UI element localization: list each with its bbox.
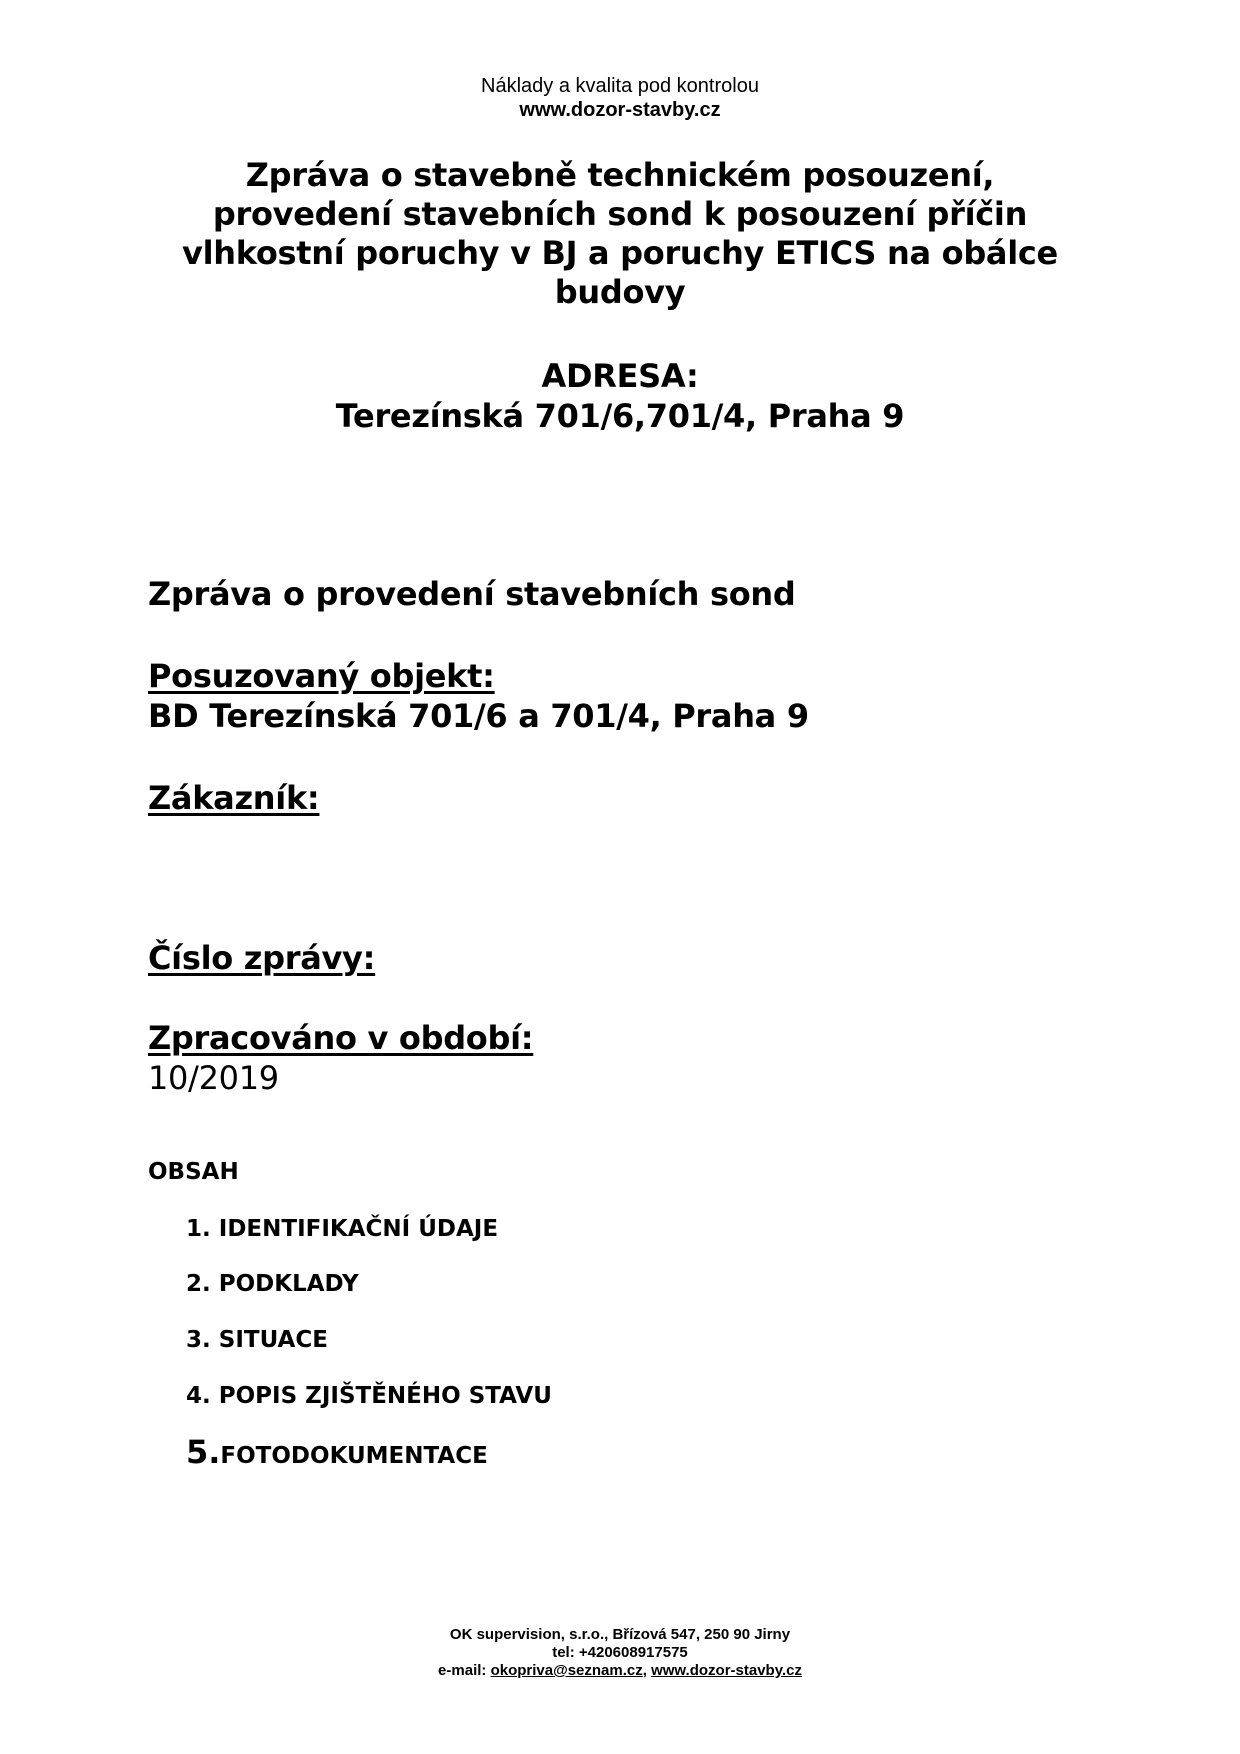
contents-item: [186, 1382, 552, 1410]
report-number-section: [148, 938, 375, 978]
contents-item: [186, 1326, 328, 1354]
footer-separator: ,: [642, 1662, 652, 1679]
report-number-label: Číslo zprávy:: [148, 939, 376, 977]
title-line: budovy: [554, 273, 686, 311]
address-block: [120, 356, 1120, 436]
contents-item: [186, 1215, 498, 1243]
contents-item: [186, 1433, 488, 1471]
contents-item-label: IDENTIFIKAČNÍ ÚDAJE: [218, 1216, 499, 1242]
contents-item-number: 2.: [186, 1271, 211, 1297]
footer-website-link[interactable]: www.dozor-stavby.cz: [651, 1662, 802, 1679]
footer-contact: [0, 1662, 1240, 1680]
footer-phone: tel: +420608917575: [552, 1644, 688, 1661]
footer-email-label: e-mail:: [438, 1662, 491, 1679]
period-label: Zpracováno v období:: [148, 1019, 534, 1057]
customer-label: Zákazník:: [148, 779, 320, 817]
contents-item-number: 5.: [186, 1433, 221, 1471]
title-line: provedení stavebních sond k posouzení příčin: [212, 195, 1028, 233]
contents-item-label: POPIS ZJIŠTĚNÉHO STAVU: [218, 1383, 552, 1409]
contents-item-label: FOTODOKUMENTACE: [220, 1443, 488, 1469]
address-label: ADRESA:: [541, 357, 699, 395]
header-tagline: Náklady a kvalita pod kontrolou: [481, 75, 759, 97]
footer-email-link[interactable]: okopriva@seznam.cz: [490, 1662, 643, 1679]
contents-item-number: 3.: [186, 1327, 211, 1353]
title-line: Zpráva o stavebně technickém posouzení,: [245, 156, 995, 194]
document-title: [120, 156, 1120, 312]
object-label: Posuzovaný objekt:: [148, 657, 495, 695]
contents-item-number: 4.: [186, 1383, 211, 1409]
header-website[interactable]: www.dozor-stavby.cz: [519, 99, 721, 121]
contents-item-label: SITUACE: [218, 1327, 328, 1353]
contents-item-label: PODKLADY: [218, 1271, 359, 1297]
title-line: vlhkostní poruchy v BJ a poruchy ETICS na obálce: [182, 234, 1058, 272]
footer-company: OK supervision, s.r.o., Břízová 547, 250 90 Jirny: [449, 1626, 791, 1643]
contents-item-number: 1.: [186, 1216, 211, 1242]
address-value: Terezínská 701/6,701/4, Praha 9: [335, 397, 905, 435]
report-subtitle: Zpráva o provedení stavebních sond: [148, 575, 796, 613]
object-value: BD Terezínská 701/6 a 701/4, Praha 9: [148, 697, 809, 735]
contents-item: [186, 1270, 359, 1298]
contents-heading: OBSAH: [148, 1159, 239, 1185]
period-section: [148, 1018, 533, 1098]
customer-section: [148, 778, 319, 818]
object-section: [148, 656, 809, 736]
period-value: 10/2019: [148, 1059, 279, 1097]
